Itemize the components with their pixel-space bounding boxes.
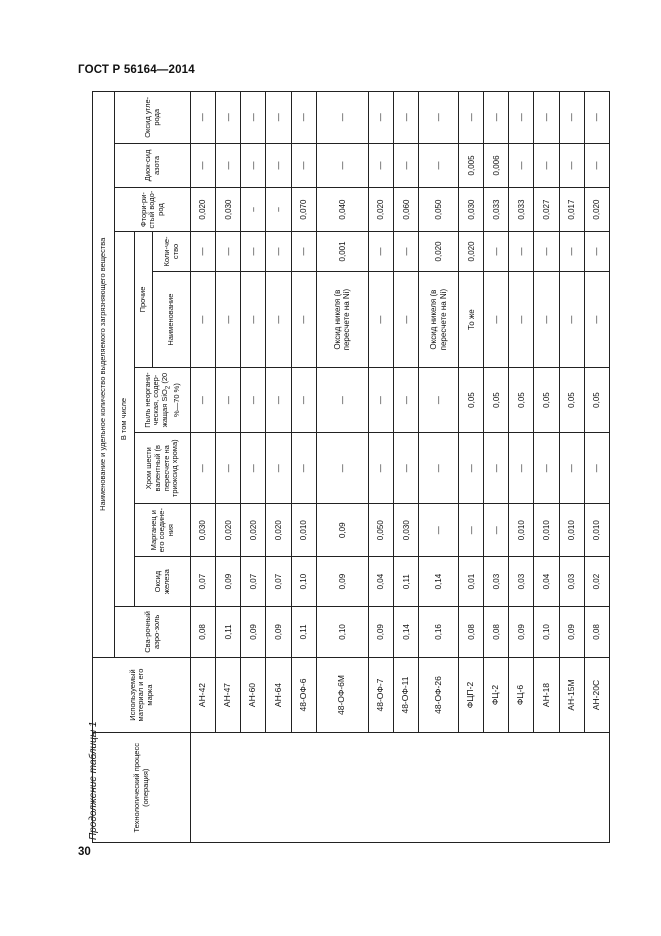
cell-other-name: —: [509, 272, 534, 368]
cell-other-quantity: —: [509, 231, 534, 271]
cell-manganese: —: [484, 504, 509, 557]
cell-iron-oxide: 0,02: [584, 556, 609, 606]
cell-other-name: То же: [459, 272, 484, 368]
cell-manganese: —: [419, 504, 459, 557]
cell-material: АН-64: [266, 657, 291, 733]
cell-material: АН-20С: [584, 657, 609, 733]
cell-hydrogen-fluoride: 0,033: [484, 188, 509, 232]
cell-hydrogen-fluoride: 0,033: [509, 188, 534, 232]
header-chromium: Хром шести валентный (в пересчете на триоксид хрома): [135, 432, 191, 504]
cell-dust: 0,05: [584, 368, 609, 433]
cell-chromium: —: [241, 432, 266, 504]
cell-hydrogen-fluoride: 0,070: [291, 188, 316, 232]
cell-chromium: —: [216, 432, 241, 504]
cell-iron-oxide: 0,03: [559, 556, 584, 606]
cell-manganese: 0,010: [584, 504, 609, 557]
table-row: [584, 92, 609, 843]
cell-material: АН-18: [534, 657, 559, 733]
cell-material: 48-ОФ-6М: [316, 657, 368, 733]
cell-carbon-monoxide: —: [291, 92, 316, 144]
header-dust-subscript: 2: [165, 385, 172, 390]
cell-dust: 0,05: [559, 368, 584, 433]
cell-hydrogen-fluoride: 0,020: [584, 188, 609, 232]
table-row: [509, 92, 534, 843]
cell-aerosol: 0,08: [191, 607, 216, 657]
table-row: [241, 92, 266, 843]
cell-dust: —: [216, 368, 241, 433]
cell-dust: 0,05: [459, 368, 484, 433]
cell-dust: —: [191, 368, 216, 433]
cell-iron-oxide: 0,07: [266, 556, 291, 606]
cell-iron-oxide: 0,07: [191, 556, 216, 606]
header-dust: [135, 368, 191, 433]
cell-other-name: Оксид никеля (в пересчете на Ni): [316, 272, 368, 368]
header-dust-range: (20 %—70 %): [160, 372, 181, 417]
cell-manganese: 0,050: [369, 504, 394, 557]
cell-chromium: —: [484, 432, 509, 504]
cell-aerosol: 0,11: [291, 607, 316, 657]
cell-other-quantity: —: [484, 231, 509, 271]
cell-nitrogen-dioxide: —: [419, 143, 459, 188]
cell-material: ФЦП-2: [459, 657, 484, 733]
cell-material: 48-ОФ-11: [394, 657, 419, 733]
cell-material: 48-ОФ-6: [291, 657, 316, 733]
cell-other-quantity: —: [291, 231, 316, 271]
cell-other-quantity: 0,001: [316, 231, 368, 271]
header-carbon-monoxide: Оксид угле-рода: [115, 92, 191, 144]
cell-nitrogen-dioxide: 0,005: [459, 143, 484, 188]
cell-nitrogen-dioxide: —: [266, 143, 291, 188]
table-row: [484, 92, 509, 843]
cell-other-name: —: [241, 272, 266, 368]
cell-iron-oxide: 0,09: [216, 556, 241, 606]
cell-manganese: 0,020: [216, 504, 241, 557]
cell-carbon-monoxide: —: [484, 92, 509, 144]
header-main-group: Наименование и удельное количество выделяемого загрязняющего вещества: [93, 92, 115, 658]
cell-manganese: 0,010: [291, 504, 316, 557]
cell-other-quantity: —: [216, 231, 241, 271]
cell-hydrogen-fluoride: 0,040: [316, 188, 368, 232]
cell-material: АН-42: [191, 657, 216, 733]
cell-aerosol: 0,10: [316, 607, 368, 657]
cell-nitrogen-dioxide: —: [369, 143, 394, 188]
cell-nitrogen-dioxide: —: [394, 143, 419, 188]
cell-iron-oxide: 0,04: [534, 556, 559, 606]
cell-iron-oxide: 0,03: [509, 556, 534, 606]
cell-hydrogen-fluoride: 0,027: [534, 188, 559, 232]
cell-nitrogen-dioxide: —: [584, 143, 609, 188]
table-row: [534, 92, 559, 843]
cell-manganese: 0,010: [559, 504, 584, 557]
cell-hydrogen-fluoride: 0,020: [369, 188, 394, 232]
cell-nitrogen-dioxide: —: [241, 143, 266, 188]
cell-material: АН-47: [216, 657, 241, 733]
cell-hydrogen-fluoride: –: [241, 188, 266, 232]
cell-carbon-monoxide: —: [419, 92, 459, 144]
cell-hydrogen-fluoride: 0,030: [216, 188, 241, 232]
cell-carbon-monoxide: —: [584, 92, 609, 144]
header-other: Прочие: [135, 231, 153, 367]
cell-hydrogen-fluoride: 0,020: [191, 188, 216, 232]
cell-chromium: —: [369, 432, 394, 504]
cell-other-quantity: —: [241, 231, 266, 271]
header-aerosol: Сва-рочный аэро-золь: [115, 607, 191, 657]
cell-manganese: 0,030: [394, 504, 419, 557]
cell-hydrogen-fluoride: 0,060: [394, 188, 419, 232]
cell-other-name: —: [484, 272, 509, 368]
cell-carbon-monoxide: —: [191, 92, 216, 144]
header-iron-oxide: Оксид железа: [135, 556, 191, 606]
table-continuation-caption: Продолжение таблицы 1: [88, 721, 99, 840]
cell-aerosol: 0,14: [394, 607, 419, 657]
cell-process: [191, 733, 610, 843]
cell-other-name: —: [291, 272, 316, 368]
header-other-quantity: Коли-че-ство: [153, 231, 191, 271]
table-row: [266, 92, 291, 843]
cell-iron-oxide: 0,09: [316, 556, 368, 606]
cell-chromium: —: [266, 432, 291, 504]
header-material: Используемый материал и его марка: [93, 657, 191, 733]
cell-aerosol: 0,09: [241, 607, 266, 657]
cell-chromium: —: [509, 432, 534, 504]
cell-nitrogen-dioxide: —: [509, 143, 534, 188]
cell-manganese: 0,09: [316, 504, 368, 557]
table-row: [394, 92, 419, 843]
cell-other-name: —: [369, 272, 394, 368]
cell-nitrogen-dioxide: —: [316, 143, 368, 188]
cell-carbon-monoxide: —: [459, 92, 484, 144]
table-row: [369, 92, 394, 843]
header-process: Технологический процесс (операция): [93, 733, 191, 843]
cell-carbon-monoxide: —: [394, 92, 419, 144]
cell-dust: —: [241, 368, 266, 433]
header-hydrogen-fluoride: Фтори-ри-стый водо-род: [115, 188, 191, 232]
cell-other-quantity: —: [559, 231, 584, 271]
cell-material: 48-ОФ-7: [369, 657, 394, 733]
table-row: [316, 92, 368, 843]
table-row: [291, 92, 316, 843]
cell-aerosol: 0,08: [584, 607, 609, 657]
header-other-name: Наименование: [153, 272, 191, 368]
cell-other-quantity: —: [584, 231, 609, 271]
header-including: В том числе: [115, 231, 135, 606]
cell-dust: —: [394, 368, 419, 433]
cell-hydrogen-fluoride: 0,050: [419, 188, 459, 232]
page-number: 30: [78, 846, 91, 858]
cell-aerosol: 0,09: [559, 607, 584, 657]
header-dust-text: Пыль неоргани-ческая, содер-жащая SiO: [142, 372, 170, 428]
cell-other-name: —: [216, 272, 241, 368]
cell-carbon-monoxide: —: [534, 92, 559, 144]
cell-carbon-monoxide: —: [241, 92, 266, 144]
cell-chromium: —: [316, 432, 368, 504]
cell-chromium: —: [559, 432, 584, 504]
cell-nitrogen-dioxide: —: [534, 143, 559, 188]
cell-nitrogen-dioxide: —: [216, 143, 241, 188]
cell-carbon-monoxide: —: [266, 92, 291, 144]
cell-other-name: —: [266, 272, 291, 368]
cell-other-quantity: —: [266, 231, 291, 271]
cell-aerosol: 0,09: [509, 607, 534, 657]
header-nitrogen-dioxide: Диок-сид азота: [115, 143, 191, 188]
cell-other-name: Оксид никеля (в пересчете на Ni): [419, 272, 459, 368]
cell-iron-oxide: 0,11: [394, 556, 419, 606]
cell-carbon-monoxide: —: [316, 92, 368, 144]
cell-other-name: —: [559, 272, 584, 368]
cell-aerosol: 0,08: [484, 607, 509, 657]
header-manganese: Марганец и его соедине-ния: [135, 504, 191, 557]
cell-aerosol: 0,08: [459, 607, 484, 657]
cell-other-name: —: [534, 272, 559, 368]
cell-dust: —: [291, 368, 316, 433]
cell-manganese: 0,010: [509, 504, 534, 557]
cell-carbon-monoxide: —: [559, 92, 584, 144]
cell-other-quantity: —: [191, 231, 216, 271]
cell-aerosol: 0,16: [419, 607, 459, 657]
cell-aerosol: 0,09: [369, 607, 394, 657]
cell-other-name: —: [584, 272, 609, 368]
cell-aerosol: 0,11: [216, 607, 241, 657]
cell-material: АН-15М: [559, 657, 584, 733]
cell-hydrogen-fluoride: 0,017: [559, 188, 584, 232]
cell-iron-oxide: 0,14: [419, 556, 459, 606]
cell-hydrogen-fluoride: 0,030: [459, 188, 484, 232]
table-row: [191, 92, 216, 843]
cell-dust: 0,05: [484, 368, 509, 433]
cell-iron-oxide: 0,07: [241, 556, 266, 606]
table-row: [216, 92, 241, 843]
cell-dust: —: [266, 368, 291, 433]
cell-chromium: —: [419, 432, 459, 504]
cell-dust: —: [419, 368, 459, 433]
cell-manganese: —: [459, 504, 484, 557]
table-row: [459, 92, 484, 843]
table-row: [559, 92, 584, 843]
cell-iron-oxide: 0,03: [484, 556, 509, 606]
cell-dust: —: [316, 368, 368, 433]
cell-dust: 0,05: [509, 368, 534, 433]
cell-aerosol: 0,10: [534, 607, 559, 657]
cell-nitrogen-dioxide: —: [291, 143, 316, 188]
cell-chromium: —: [584, 432, 609, 504]
cell-material: ФЦ-6: [509, 657, 534, 733]
cell-iron-oxide: 0,10: [291, 556, 316, 606]
cell-carbon-monoxide: —: [509, 92, 534, 144]
cell-nitrogen-dioxide: —: [191, 143, 216, 188]
rotated-table-container: [92, 91, 610, 843]
cell-material: АН-60: [241, 657, 266, 733]
cell-other-quantity: 0,020: [419, 231, 459, 271]
cell-other-quantity: —: [394, 231, 419, 271]
cell-carbon-monoxide: —: [216, 92, 241, 144]
table-body: [191, 92, 610, 843]
document-header: ГОСТ Р 56164—2014: [78, 64, 195, 76]
cell-manganese: 0,020: [266, 504, 291, 557]
cell-material: ФЦ-2: [484, 657, 509, 733]
cell-other-quantity: 0,020: [459, 231, 484, 271]
cell-chromium: —: [191, 432, 216, 504]
cell-manganese: 0,020: [241, 504, 266, 557]
cell-chromium: —: [534, 432, 559, 504]
cell-hydrogen-fluoride: –: [266, 188, 291, 232]
cell-aerosol: 0,09: [266, 607, 291, 657]
emissions-table: [92, 91, 610, 843]
cell-chromium: —: [291, 432, 316, 504]
cell-chromium: —: [394, 432, 419, 504]
cell-other-quantity: —: [369, 231, 394, 271]
cell-chromium: —: [459, 432, 484, 504]
table-row: [419, 92, 459, 843]
cell-iron-oxide: 0,04: [369, 556, 394, 606]
cell-manganese: 0,030: [191, 504, 216, 557]
cell-dust: 0,05: [534, 368, 559, 433]
cell-dust: —: [369, 368, 394, 433]
cell-iron-oxide: 0,01: [459, 556, 484, 606]
cell-material: 48-ОФ-26: [419, 657, 459, 733]
cell-other-name: —: [394, 272, 419, 368]
cell-nitrogen-dioxide: 0,006: [484, 143, 509, 188]
cell-manganese: 0,010: [534, 504, 559, 557]
cell-other-name: —: [191, 272, 216, 368]
cell-other-quantity: —: [534, 231, 559, 271]
cell-carbon-monoxide: —: [369, 92, 394, 144]
cell-nitrogen-dioxide: —: [559, 143, 584, 188]
